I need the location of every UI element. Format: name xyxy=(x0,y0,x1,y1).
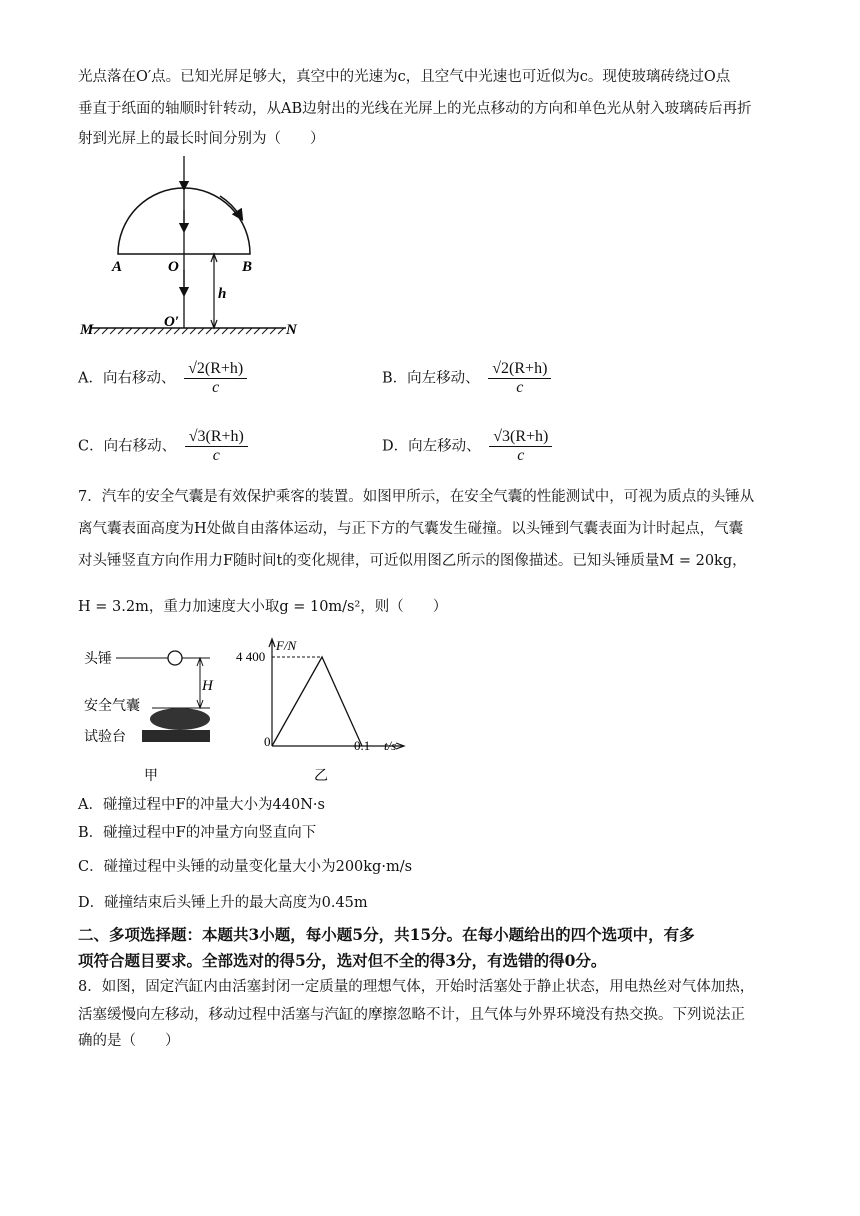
option-label: D．向左移动、 xyxy=(382,438,481,455)
table-block xyxy=(142,730,210,742)
tick-label: 0.1 xyxy=(354,738,371,753)
caption-jia: 甲 xyxy=(144,769,158,784)
q6-option-d[interactable] xyxy=(382,428,552,465)
q7-option-b[interactable]: B．碰撞过程中F的冲量方向竖直向下 xyxy=(78,825,317,841)
label-h-height: H xyxy=(202,678,213,694)
figure-yi xyxy=(232,634,412,788)
q8-line-1: 8．如图，固定汽缸内由活塞封闭一定质量的理想气体，开始时活塞处于静止状态，用电热丝对气体加热， xyxy=(78,979,755,995)
q6-option-a[interactable] xyxy=(78,360,247,397)
label-table: 试验台 xyxy=(84,730,126,745)
q8-line-3: 确的是（ ） xyxy=(78,1033,180,1049)
airbag-shape xyxy=(150,708,210,730)
section-2-line-2: 项符合题目要求。全部选对的得5分，选对但不全的得3分，有选错的得0分。 xyxy=(78,951,607,970)
hammer-circle xyxy=(168,651,182,665)
option-label: C．向右移动、 xyxy=(78,438,177,455)
q7-option-d[interactable]: D．碰撞结束后头锤上升的最大高度为0.45m xyxy=(78,895,368,911)
option-fraction: $\frac{√2(R+h)}{c}$ xyxy=(184,360,247,397)
caption-yi: 乙 xyxy=(314,769,328,784)
q6-line-2: 垂直于纸面的轴顺时针转动，从AB边射出的光线在光屏上的光点移动的方向和单色光从射入玻璃砖后再折 xyxy=(78,101,752,117)
label-m: M xyxy=(80,322,94,338)
q6-option-b[interactable] xyxy=(382,360,551,397)
y-axis-label: F/N xyxy=(276,638,297,653)
q7-option-a[interactable]: A．碰撞过程中F的冲量大小为440N·s xyxy=(78,797,325,813)
q7-line-4: H = 3.2m，重力加速度大小取g = 10m/s²，则（ ） xyxy=(78,599,448,615)
label-h: h xyxy=(218,286,227,302)
option-fraction: $\frac{√3(R+h)}{c}$ xyxy=(185,428,248,465)
q6-option-c[interactable] xyxy=(78,428,248,465)
q7-line-1: 7．汽车的安全气囊是有效保护乘客的装置。如图甲所示，在安全气囊的性能测试中，可视为质点的头锤从 xyxy=(78,489,755,505)
option-fraction: $\frac{√2(R+h)}{c}$ xyxy=(488,360,551,397)
label-airbag: 安全气囊 xyxy=(84,699,140,714)
q7-option-c[interactable]: C．碰撞过程中头锤的动量变化量大小为200kg·m/s xyxy=(78,859,413,875)
q6-line-1: 光点落在O′点。已知光屏足够大，真空中的光速为c，且空气中光速也可近似为c。现使玻璃砖绕过O点 xyxy=(78,69,731,85)
q7-line-2: 离气囊表面高度为H处做自由落体运动，与正下方的气囊发生碰撞。以头锤到气囊表面为计时起点，气囊 xyxy=(78,521,744,537)
figure-jia xyxy=(78,640,228,788)
x-axis-label: t/s xyxy=(384,738,397,753)
option-label: B．向左移动、 xyxy=(382,370,480,387)
section-2-line-1: 二、多项选择题：本题共3小题，每小题5分，共15分。在每小题给出的四个选项中，有多 xyxy=(78,925,695,944)
peak-label: 4 400 xyxy=(236,649,266,664)
q6-optics-figure xyxy=(78,150,318,340)
force-curve xyxy=(272,657,362,746)
label-a: A xyxy=(112,259,123,275)
q6-line-3: 射到光屏上的最长时间分别为（ ） xyxy=(78,131,325,147)
label-hammer: 头锤 xyxy=(84,652,112,667)
label-n: N xyxy=(286,322,297,338)
q8-line-2: 活塞缓慢向左移动，移动过程中活塞与汽缸的摩擦忽略不计，且气体与外界环境没有热交换。下列说法正 xyxy=(78,1007,745,1023)
option-fraction: $\frac{√3(R+h)}{c}$ xyxy=(489,428,552,465)
q7-line-3: 对头锤竖直方向作用力F随时间t的变化规律，可近似用图乙所示的图像描述。已知头锤质量M = 20kg， xyxy=(78,553,747,569)
option-label: A．向右移动、 xyxy=(78,370,176,387)
origin-label: 0 xyxy=(264,734,271,749)
label-b: B xyxy=(242,259,253,275)
label-o-prime: O′ xyxy=(164,314,180,330)
label-o: O xyxy=(168,259,179,275)
